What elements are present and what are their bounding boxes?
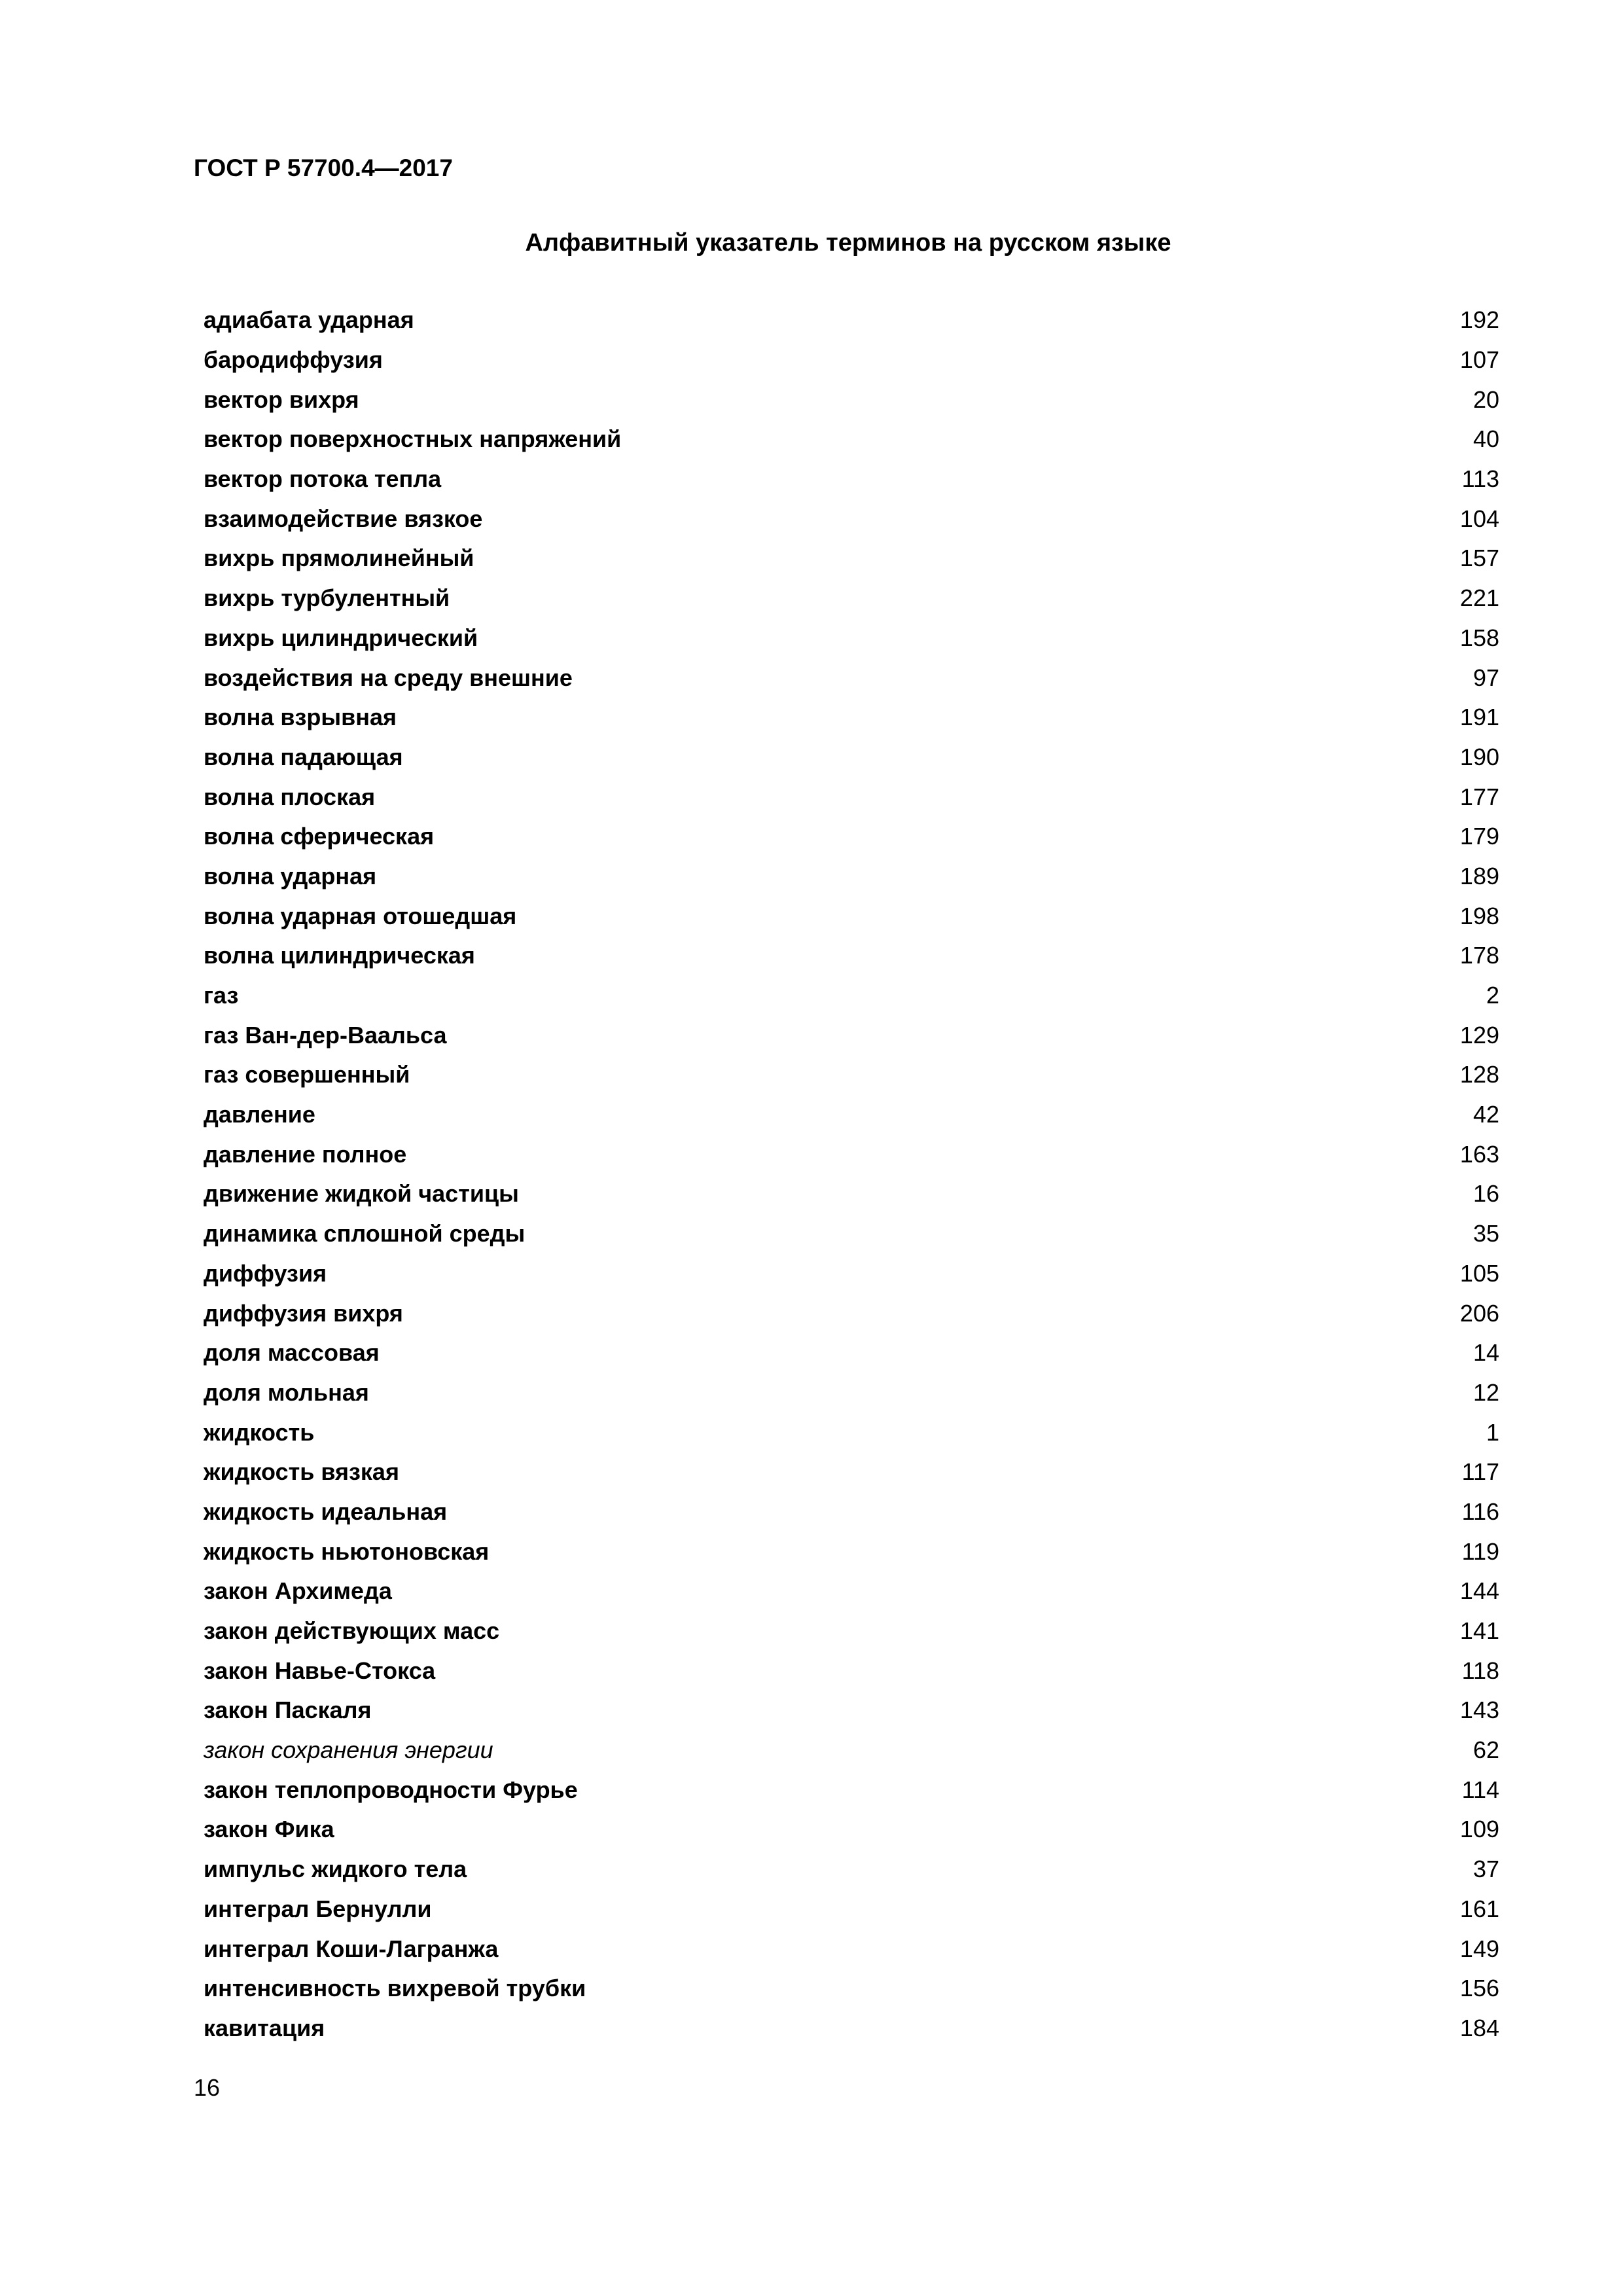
index-entry-number: 191 bbox=[1459, 704, 1499, 731]
index-entry-number: 192 bbox=[1459, 306, 1499, 334]
index-entry-term: вектор потока тепла bbox=[204, 465, 442, 493]
index-entry-term: движение жидкой частицы bbox=[204, 1180, 519, 1208]
index-entry-number: 156 bbox=[1459, 1975, 1499, 2002]
index-entry-number: 149 bbox=[1459, 1935, 1499, 1962]
index-entry-number: 141 bbox=[1459, 1617, 1499, 1645]
index-entry bbox=[204, 1492, 1499, 1532]
index-entry bbox=[204, 936, 1499, 976]
index-entry-number: 16 bbox=[1472, 1180, 1499, 1208]
index-entry-term: жидкость bbox=[204, 1418, 315, 1446]
index-entry bbox=[204, 420, 1499, 459]
index-entry-term: вихрь цилиндрический bbox=[204, 624, 478, 651]
index-entry-term: закон теплопроводности Фурье bbox=[204, 1776, 578, 1803]
index-entry-term: закон сохранения энергии bbox=[204, 1736, 493, 1764]
index-entry-number: 119 bbox=[1461, 1537, 1499, 1565]
index-entry bbox=[204, 1890, 1499, 1929]
index-entry-number: 20 bbox=[1472, 386, 1499, 413]
index-entry-term: газ совершенный bbox=[204, 1061, 410, 1088]
document-code: ГОСТ Р 57700.4—2017 bbox=[194, 154, 453, 181]
index-entry bbox=[204, 2009, 1499, 2049]
index-entry-number: 37 bbox=[1472, 1856, 1499, 1883]
index-entry-number: 107 bbox=[1459, 346, 1499, 374]
index-entry-term: газ bbox=[204, 982, 239, 1009]
index-entry bbox=[204, 1929, 1499, 1969]
index-entry bbox=[204, 1055, 1499, 1095]
index-entry-number: 40 bbox=[1472, 425, 1499, 453]
index-entry bbox=[204, 777, 1499, 817]
index-entry bbox=[204, 539, 1499, 579]
index-entry-number: 97 bbox=[1472, 664, 1499, 691]
index-entry bbox=[204, 1452, 1499, 1492]
index-entry bbox=[204, 579, 1499, 619]
index-entry bbox=[204, 698, 1499, 738]
index-entry-number: 161 bbox=[1459, 1895, 1499, 1922]
index-entry bbox=[204, 1810, 1499, 1850]
index-entry-term: давление bbox=[204, 1101, 315, 1128]
index-entry-number: 129 bbox=[1459, 1021, 1499, 1049]
index-entry bbox=[204, 1850, 1499, 1890]
index-entry bbox=[204, 857, 1499, 897]
index-entry bbox=[204, 300, 1499, 340]
index-entry-term: газ Ван-дер-Ваальса bbox=[204, 1021, 447, 1049]
index-entry-number: 178 bbox=[1459, 942, 1499, 969]
index-entry-number: 62 bbox=[1472, 1736, 1499, 1764]
index-entry bbox=[204, 1333, 1499, 1373]
index-entry-term: жидкость идеальная bbox=[204, 1498, 448, 1525]
index-entry bbox=[204, 896, 1499, 936]
index-entry-number: 118 bbox=[1461, 1657, 1499, 1684]
index-entry-number: 35 bbox=[1472, 1220, 1499, 1247]
index-entry-term: жидкость ньютоновская bbox=[204, 1537, 490, 1565]
index-entry-number: 144 bbox=[1459, 1577, 1499, 1605]
index-entry-number: 128 bbox=[1459, 1061, 1499, 1088]
index-entry bbox=[204, 459, 1499, 499]
index-entry bbox=[204, 1214, 1499, 1254]
index-entry bbox=[204, 1412, 1499, 1452]
index-entry-number: 163 bbox=[1459, 1140, 1499, 1168]
index-entry bbox=[204, 1015, 1499, 1055]
index-entry bbox=[204, 1254, 1499, 1294]
index-entry-number: 2 bbox=[1486, 982, 1499, 1009]
index-entry bbox=[204, 738, 1499, 778]
index-entry-number: 206 bbox=[1459, 1299, 1499, 1327]
index-entry-term: кавитация bbox=[204, 2014, 325, 2041]
index-entry-term: волна падающая bbox=[204, 743, 403, 770]
index-title: Алфавитный указатель терминов на русском языке bbox=[525, 229, 1171, 257]
index-entry bbox=[204, 499, 1499, 539]
index-entry-term: диффузия bbox=[204, 1259, 327, 1287]
index-entry bbox=[204, 1969, 1499, 2009]
index-entry-term: вихрь прямолинейный bbox=[204, 545, 474, 572]
index-entry-number: 1 bbox=[1486, 1418, 1499, 1446]
index-entry-term: доля мольная bbox=[204, 1378, 369, 1406]
index-entry bbox=[204, 1095, 1499, 1135]
term-index-list bbox=[204, 300, 1499, 2048]
index-entry-number: 105 bbox=[1459, 1259, 1499, 1287]
index-entry-term: волна плоская bbox=[204, 783, 376, 810]
index-entry-number: 179 bbox=[1459, 823, 1499, 850]
index-entry-number: 42 bbox=[1472, 1101, 1499, 1128]
index-entry-number: 184 bbox=[1459, 2014, 1499, 2041]
index-entry-number: 104 bbox=[1459, 505, 1499, 532]
index-entry bbox=[204, 976, 1499, 1016]
index-entry-term: вихрь турбулентный bbox=[204, 584, 450, 612]
index-entry bbox=[204, 340, 1499, 380]
index-entry bbox=[204, 1134, 1499, 1174]
index-entry-term: жидкость вязкая bbox=[204, 1458, 399, 1486]
index-entry bbox=[204, 1651, 1499, 1691]
index-entry-number: 12 bbox=[1472, 1378, 1499, 1406]
index-entry-number: 113 bbox=[1461, 465, 1499, 493]
index-entry-number: 158 bbox=[1459, 624, 1499, 651]
index-entry-term: закон Фика bbox=[204, 1816, 334, 1843]
index-entry-term: вектор вихря bbox=[204, 386, 359, 413]
index-entry bbox=[204, 1293, 1499, 1333]
index-entry-term: волна взрывная bbox=[204, 704, 397, 731]
index-entry bbox=[204, 817, 1499, 857]
index-entry-term: закон действующих масс bbox=[204, 1617, 500, 1645]
index-entry-term: доля массовая bbox=[204, 1339, 380, 1367]
index-entry bbox=[204, 1611, 1499, 1651]
index-entry bbox=[204, 1770, 1499, 1810]
index-entry-number: 190 bbox=[1459, 743, 1499, 770]
index-entry-term: диффузия вихря bbox=[204, 1299, 403, 1327]
index-entry-term: взаимодействие вязкое bbox=[204, 505, 483, 532]
index-entry bbox=[204, 658, 1499, 698]
page-number: 16 bbox=[194, 2074, 221, 2101]
index-entry-term: интенсивность вихревой трубки bbox=[204, 1975, 586, 2002]
index-entry bbox=[204, 1174, 1499, 1214]
index-entry-term: бародиффузия bbox=[204, 346, 383, 374]
index-entry bbox=[204, 1691, 1499, 1731]
index-entry-term: интеграл Коши-Лагранжа bbox=[204, 1935, 499, 1962]
index-entry-term: волна сферическая bbox=[204, 823, 435, 850]
index-entry-number: 14 bbox=[1472, 1339, 1499, 1367]
index-entry bbox=[204, 380, 1499, 420]
index-entry-number: 109 bbox=[1459, 1816, 1499, 1843]
index-entry-number: 157 bbox=[1459, 545, 1499, 572]
index-entry-number: 117 bbox=[1461, 1458, 1499, 1486]
index-entry bbox=[204, 1731, 1499, 1770]
index-entry bbox=[204, 1373, 1499, 1413]
index-entry-term: воздействия на среду внешние bbox=[204, 664, 573, 691]
index-entry-number: 116 bbox=[1461, 1498, 1499, 1525]
index-entry-number: 198 bbox=[1459, 902, 1499, 929]
index-entry-term: волна ударная bbox=[204, 862, 377, 889]
index-entry-term: закон Архимеда bbox=[204, 1577, 392, 1605]
index-entry-term: адиабата ударная bbox=[204, 306, 414, 334]
index-entry-term: волна ударная отошедшая bbox=[204, 902, 517, 929]
index-entry bbox=[204, 619, 1499, 658]
index-entry-term: динамика сплошной среды bbox=[204, 1220, 526, 1247]
index-entry-term: закон Навье-Стокса bbox=[204, 1657, 436, 1684]
index-entry-term: импульс жидкого тела bbox=[204, 1856, 467, 1883]
index-entry-term: закон Паскаля bbox=[204, 1696, 372, 1724]
index-entry-number: 177 bbox=[1459, 783, 1499, 810]
index-entry-term: интеграл Бернулли bbox=[204, 1895, 432, 1922]
index-entry-number: 221 bbox=[1459, 584, 1499, 612]
index-entry-term: вектор поверхностных напряжений bbox=[204, 425, 622, 453]
index-entry bbox=[204, 1532, 1499, 1571]
index-entry-number: 143 bbox=[1459, 1696, 1499, 1724]
index-entry-number: 189 bbox=[1459, 862, 1499, 889]
index-entry-number: 114 bbox=[1461, 1776, 1499, 1803]
index-entry bbox=[204, 1571, 1499, 1611]
index-entry-term: волна цилиндрическая bbox=[204, 942, 475, 969]
index-entry-term: давление полное bbox=[204, 1140, 407, 1168]
